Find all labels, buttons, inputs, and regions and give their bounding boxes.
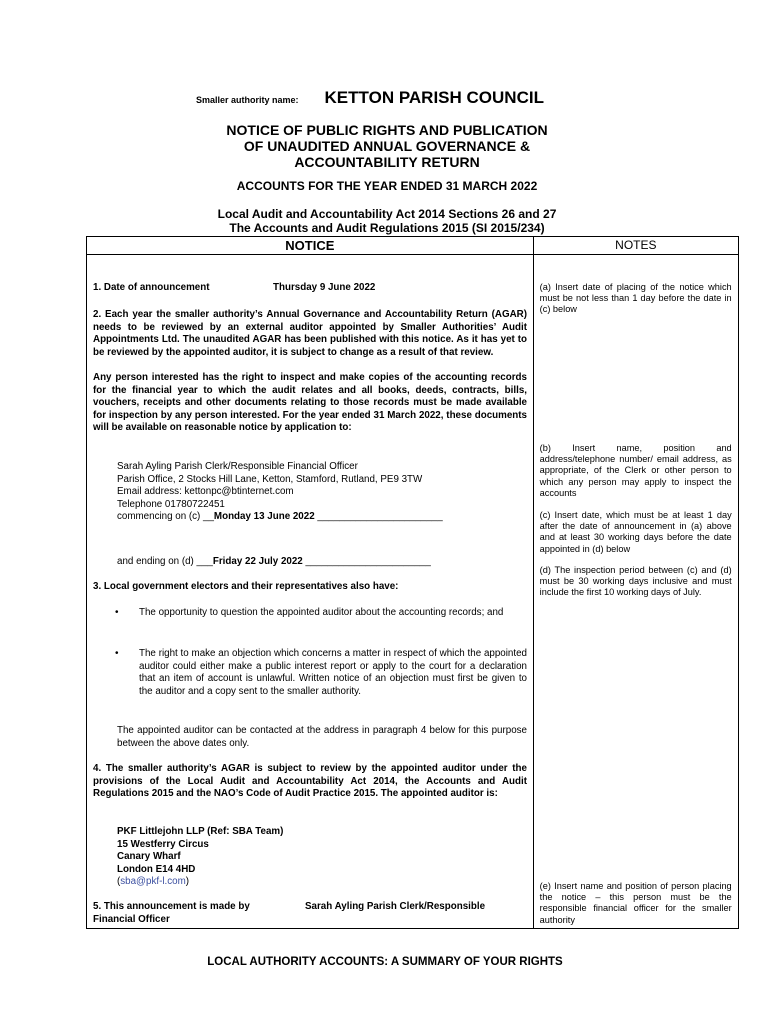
note-b: (b) Insert name, position and address/telephone number/ email address, as appropriate, of the Clerk or other person to which any person may apply to inspect the accounts [539,443,732,498]
ending-blank: _______________________ [302,556,431,567]
authority-header [196,88,544,108]
note-c: (c) Insert date, which must be at least 1 day after the date of announcement in (a) above and at least 30 working days before the date appointed in (d) below [539,510,732,554]
notes-body [533,255,738,929]
auditor-street: 15 Westferry Circus [117,838,209,850]
note-a: (a) Insert date of placing of the notice which must be not less than 1 day before the date in (c) below [539,282,732,315]
auditor-firm: PKF Littlejohn LLP (Ref: SBA Team) [117,826,284,837]
notice-body [87,255,534,929]
section-5-role: Financial Officer [93,913,170,925]
date-of-announcement-value: Thursday 9 June 2022 [273,282,376,293]
title-line-1: NOTICE OF PUBLIC RIGHTS AND PUBLICATION [226,122,548,138]
auditor-city: London E14 4HD [117,863,196,875]
ending-line [117,556,527,569]
section-5-label: 5. This announcement is made by [93,901,250,912]
bullet-marker: • [115,648,119,659]
bullet-objection-right: The right to make an objection which concerns a matter in respect of which the appointed auditor could either make a public interest report or apply to the court for a declaration that an item of account is unlawful. Written notice of an objection must first be given to the auditor and a copy sent to the smaller authority. [139,648,527,697]
ending-prefix: and ending on (d) ___ [117,556,213,567]
bullet-question-auditor: The opportunity to question the appointed auditor about the accounting records; and [139,607,504,618]
title-line-2: OF UNAUDITED ANNUAL GOVERNANCE & [243,138,531,154]
section-4-paragraph: 4. The smaller authority’s AGAR is subject to review by the appointed auditor under the provisions of the Local Audit and Accountability Act 2014, the Accounts and Audit Regulations 2015 and the NAO’s Code of Audit Practice 2015. The appointed auditor is: [93,763,527,799]
act-line-1: Local Audit and Accountability Act 2014 Sections 26 and 27 [217,207,557,221]
title-line-3: ACCOUNTABILITY RETURN [294,154,480,170]
date-of-announcement-label: 1. Date of announcement [93,282,210,293]
auditor-area: Canary Wharf [117,851,181,862]
auditor-email-link[interactable]: sba@pkf-l.com [120,876,186,887]
section-5 [93,901,527,926]
authority-name: KETTON PARISH COUNCIL [324,88,544,107]
commencing-prefix: commencing on (c) __ [117,511,214,522]
contact-name: Sarah Ayling Parish Clerk/Responsible Financial Officer [117,461,358,472]
contact-address: Parish Office, 2 Stocks Hill Lane, Ketton, Stamford, Rutland, PE9 3TW [117,473,423,485]
auditor-contact-note: The appointed auditor can be contacted at the address in paragraph 4 below for this purpose between the above dates only. [117,725,527,749]
ending-date: Friday 22 July 2022 [212,556,303,567]
contact-details [117,461,527,524]
section-5-name: Sarah Ayling Parish Clerk/Responsible [305,901,486,912]
notice-column-header: NOTICE [87,237,534,255]
bullet-marker: • [115,607,119,618]
section-5-line [93,901,527,914]
notice-table [86,236,739,929]
note-d: (d) The inspection period between (c) and (d) must be 30 working days inclusive and must include the first 10 working days of July. [539,565,732,598]
section-3-heading: 3. Local government electors and their representatives also have: [93,581,399,592]
commencing-blank: _______________________ [314,511,443,522]
auditor-address [117,826,527,876]
act-line-2: The Accounts and Audit Regulations 2015 (SI 2015/234) [229,221,545,235]
commencing-date: Monday 13 June 2022 [213,511,315,522]
section-2-inspection-paragraph: Any person interested has the right to inspect and make copies of the accounting records for the financial year to which the audit relates and all books, deeds, contracts, bills, vouchers, receipts and other documents relating to those records must be made available for inspection by any person interested. For the year ended 31 March 2022, these documents will be available on reasonable notice by application to: [93,372,527,433]
notice-title [150,122,624,170]
authority-label: Smaller authority name: [196,95,299,105]
note-e: (e) Insert name and position of person placing the notice – this person must be the responsible financial officer for the smaller authority [539,881,732,925]
auditor-email-line: (sba@pkf-l.com) [117,876,190,887]
rights-summary-heading: LOCAL AUTHORITY ACCOUNTS: A SUMMARY OF YOUR RIGHTS [207,956,563,968]
contact-telephone: Telephone 01780722451 [117,498,225,510]
commencing-line [117,511,527,524]
accounts-subtitle: ACCOUNTS FOR THE YEAR ENDED 31 MARCH 2022 [236,179,538,193]
contact-email: Email address: kettonpc@btinternet.com [117,486,294,497]
notes-column-header: NOTES [533,237,738,255]
legislation-reference [150,207,624,235]
section-2-paragraph: 2. Each year the smaller authority’s Annual Governance and Accountability Return (AGAR) needs to be reviewed by an external auditor appointed by Smaller Authorities’ Audit Appointments Ltd. The unaudited AGAR has been published with this notice. As it has yet to be reviewed by the appointed auditor, it is subject to change as a result of that review. [93,309,527,358]
